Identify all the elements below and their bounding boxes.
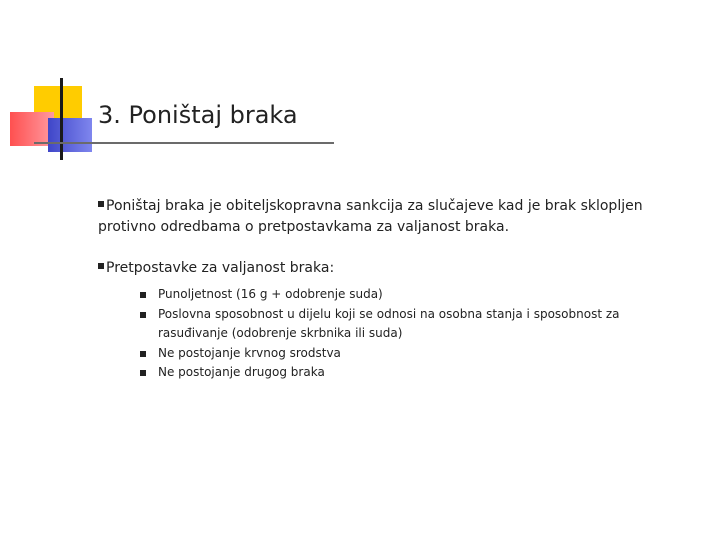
bullet-prerequisites	[98, 258, 688, 279]
list-item	[140, 344, 660, 364]
list-item	[140, 363, 660, 383]
square-bullet-icon	[98, 201, 104, 207]
bullet-prerequisites-text: Pretpostavke za valjanost braka:	[106, 260, 335, 276]
list-item-text: Ne postojanje drugog braka	[158, 365, 325, 379]
slide-title: 3. Poništaj braka	[98, 101, 298, 129]
square-bullet-icon	[140, 312, 146, 318]
list-item-text: Poslovna sposobnost u dijelu koji se odnosi na osobna stanja i sposobnost za rasuđivanje (odobrenje skrbnika ili suda)	[158, 306, 620, 340]
prerequisites-list	[140, 285, 660, 383]
list-item-text: Ne postojanje krvnog srodstva	[158, 345, 341, 360]
list-item	[140, 305, 660, 344]
square-bullet-icon	[98, 263, 104, 269]
square-bullet-icon	[140, 351, 146, 357]
bullet-definition-text: Poništaj braka je obiteljskopravna sankcija za slučajeve kad je brak sklopljen protivno odredbama o pretpostavkama za valjanost braka.	[98, 198, 643, 235]
decor-horizontal-line	[34, 142, 334, 144]
list-item-text: Punoljetnost (16 g + odobrenje suda)	[158, 287, 383, 301]
decor-blue-square	[48, 118, 92, 152]
square-bullet-icon	[140, 370, 146, 376]
square-bullet-icon	[140, 292, 146, 298]
bullet-definition	[98, 196, 688, 238]
decor-vertical-line	[60, 78, 63, 160]
list-item	[140, 285, 660, 305]
